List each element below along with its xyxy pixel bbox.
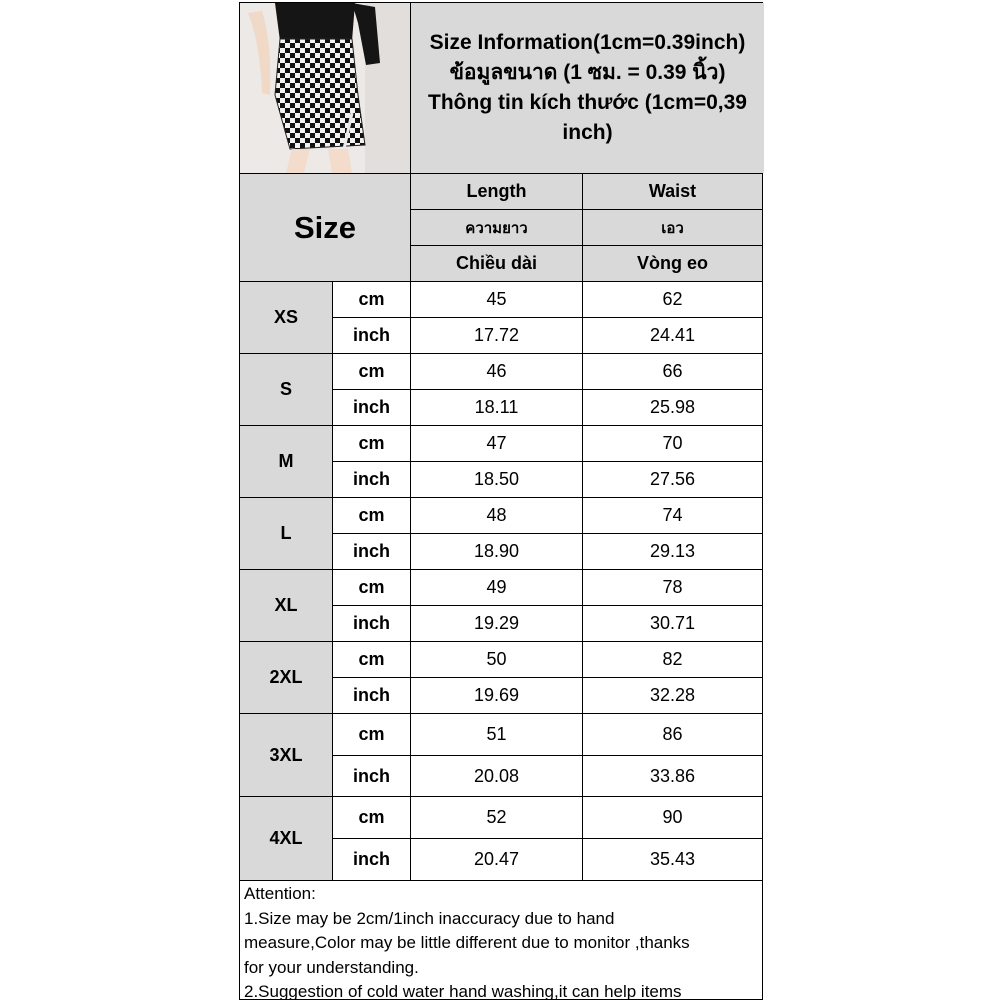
unit-cm-label: cm [358, 649, 385, 669]
waist-header-vi: Vòng eo [583, 246, 762, 281]
divider [333, 755, 762, 756]
length-cm-value: 48 [486, 505, 507, 525]
unit-cm-label: cm [358, 724, 385, 744]
unit-inch-label: inch [352, 849, 390, 869]
length-inch-value: 20.08 [473, 765, 520, 786]
length-cm-value: 49 [486, 577, 507, 597]
attention-line: Attention: [244, 884, 316, 903]
waist-cm-value: 70 [662, 433, 683, 453]
waist-header-en: Waist [583, 174, 762, 209]
product-photo [240, 3, 410, 173]
size-label: L [240, 498, 332, 569]
unit-cm-label: cm [358, 807, 385, 827]
waist-inch-value: 27.56 [649, 469, 696, 489]
unit-inch-label: inch [352, 541, 390, 561]
divider [333, 677, 762, 678]
waist-cm-value: 86 [662, 724, 683, 744]
attention-note [240, 881, 762, 999]
length-cm-value: 47 [486, 433, 507, 453]
length-cm-value: 45 [486, 289, 507, 309]
waist-inch-value: 24.41 [649, 325, 696, 345]
waist-inch-value: 30.71 [649, 613, 696, 633]
length-header-th: ความยาว [411, 210, 582, 245]
length-header-en: Length [411, 174, 582, 209]
divider [333, 461, 762, 462]
length-cm-value: 51 [486, 724, 507, 744]
waist-inch-value: 29.13 [649, 541, 696, 561]
attention-line: for your understanding. [244, 957, 419, 977]
waist-inch-value: 33.86 [649, 765, 696, 786]
waist-cm-value: 90 [662, 807, 683, 827]
length-cm-value: 46 [486, 361, 507, 381]
size-label: 4XL [240, 797, 332, 880]
unit-inch-label: inch [352, 613, 390, 633]
size-label: M [240, 426, 332, 497]
unit-cm-label: cm [358, 433, 385, 453]
length-inch-value: 17.72 [473, 325, 520, 345]
skirt-image [240, 3, 410, 173]
size-info-title [411, 3, 764, 173]
divider [333, 533, 762, 534]
size-column-header: Size [240, 174, 410, 281]
attention-line: measure,Color may be little different due to monitor ,thanks [244, 933, 690, 952]
size-label: XS [240, 282, 332, 353]
size-label: XL [240, 570, 332, 641]
divider [333, 389, 762, 390]
waist-inch-value: 35.43 [649, 849, 696, 869]
size-chart [239, 2, 763, 1000]
divider [333, 838, 762, 839]
waist-cm-value: 74 [662, 505, 683, 525]
unit-cm-label: cm [358, 361, 385, 381]
waist-cm-value: 62 [662, 289, 683, 309]
length-cm-value: 50 [486, 649, 507, 669]
unit-inch-label: inch [352, 685, 390, 705]
size-label: 3XL [240, 714, 332, 796]
divider [333, 317, 762, 318]
length-inch-value: 19.29 [473, 613, 520, 633]
length-cm-value: 52 [486, 807, 507, 827]
length-inch-value: 18.11 [474, 397, 519, 417]
waist-cm-value: 82 [662, 649, 683, 669]
unit-inch-label: inch [352, 469, 390, 489]
length-inch-value: 18.90 [473, 541, 520, 561]
unit-cm-label: cm [358, 577, 385, 597]
size-label: 2XL [240, 642, 332, 713]
attention-line: 2.Suggestion of cold water hand washing,it can help items [244, 982, 682, 999]
info-line-en: Size Information(1cm=0.39inch) [429, 31, 746, 54]
size-label: S [240, 354, 332, 425]
divider [333, 605, 762, 606]
unit-inch-label: inch [352, 325, 390, 345]
info-line-vi: Thông tin kích thước (1cm=0,39 [428, 91, 747, 114]
length-inch-value: 18.50 [473, 469, 520, 489]
length-inch-value: 20.47 [473, 849, 520, 869]
attention-line: 1.Size may be 2cm/1inch inaccuracy due to hand [244, 908, 615, 928]
unit-inch-label: inch [352, 397, 390, 417]
unit-inch-label: inch [352, 765, 390, 786]
length-inch-value: 19.69 [473, 685, 520, 705]
waist-cm-value: 66 [662, 361, 683, 381]
length-header-vi: Chiều dài [411, 246, 582, 281]
waist-inch-value: 25.98 [649, 397, 696, 417]
waist-cm-value: 78 [662, 577, 683, 597]
unit-cm-label: cm [358, 289, 385, 309]
divider [411, 209, 762, 210]
unit-cm-label: cm [358, 505, 385, 525]
info-line-th: ข้อมูลขนาด (1 ซม. = 0.39 นิ้ว) [449, 61, 726, 84]
waist-header-th: เอว [583, 210, 762, 245]
divider [411, 245, 762, 246]
info-line-vi-cont: inch) [562, 121, 613, 144]
waist-inch-value: 32.28 [649, 685, 696, 705]
